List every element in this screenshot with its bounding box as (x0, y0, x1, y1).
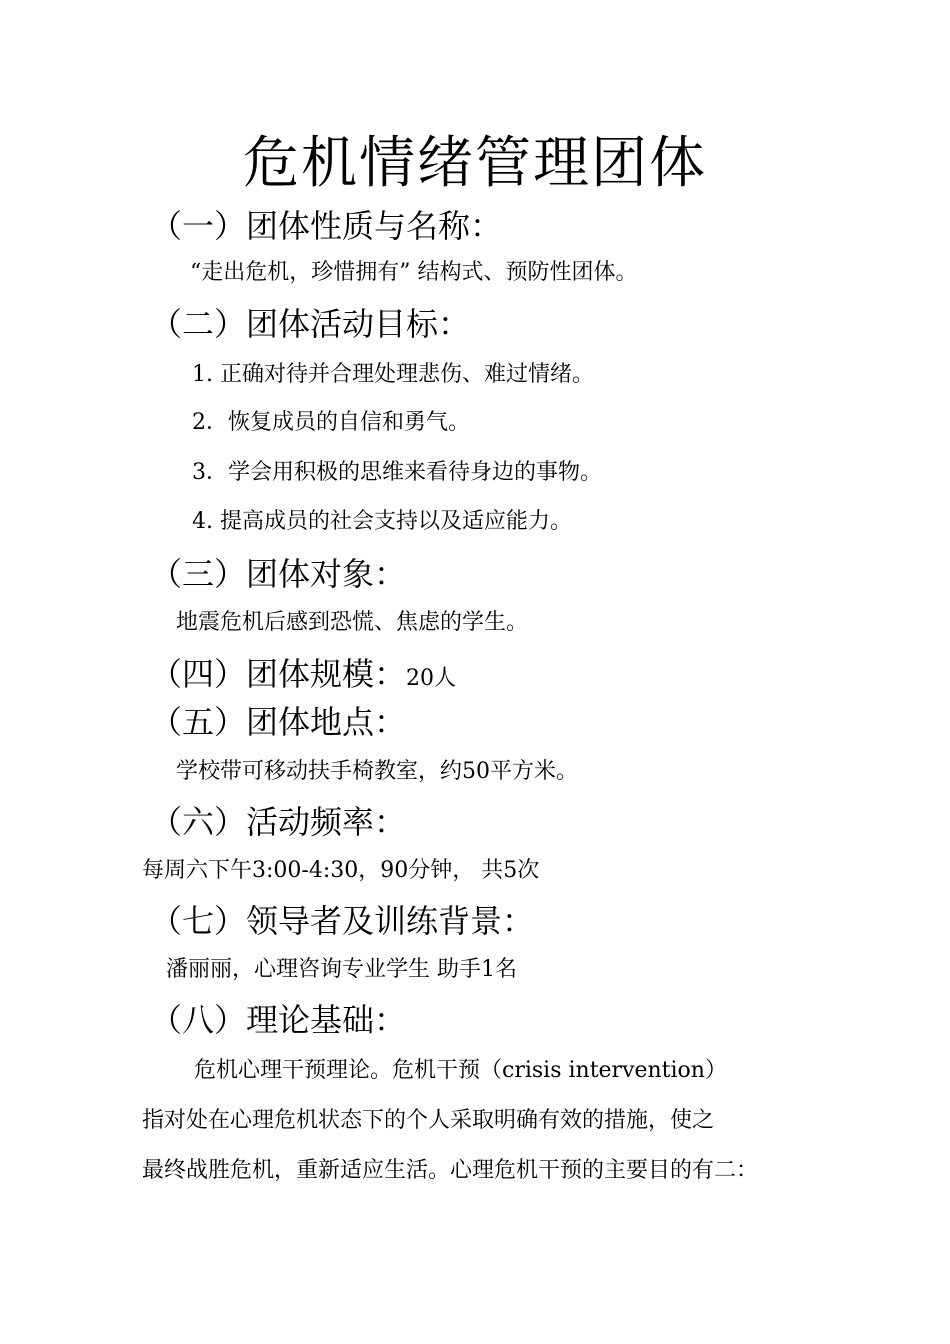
section-1-text: “走出危机，珍惜拥有” 结构式、预防性团体。 (190, 260, 638, 285)
section-5-text: 学校带可移动扶手椅教室，约50平方米。 (176, 759, 578, 784)
goal-item-4: 4. 提高成员的社会支持以及适应能力。 (192, 509, 572, 534)
section-3-heading: （三）团体对象： (150, 555, 407, 593)
theory-line-1: 危机心理干预理论。危机干预（crisis intervention） (194, 1058, 727, 1083)
goal-item-3: 3．学会用积极的思维来看待身边的事物。 (192, 460, 602, 485)
section-2-heading: （二）团体活动目标： (150, 305, 471, 343)
section-8-heading: （八）理论基础： (150, 1001, 407, 1039)
theory-line-3: 最终战胜危机，重新适应生活。心理危机干预的主要目的有二： (142, 1158, 759, 1183)
section-4-heading-label: （四）团体规模： (150, 655, 407, 693)
goal-item-1: 1. 正确对待并合理处理悲伤、难过情绪。 (192, 362, 594, 387)
section-6-heading: （六）活动频率： (150, 803, 407, 841)
theory-line-2: 指对处在心理危机状态下的个人采取明确有效的措施，使之 (142, 1108, 715, 1133)
section-3-text: 地震危机后感到恐慌、焦虑的学生。 (176, 610, 529, 635)
section-7-text: 潘丽丽，心理咨询专业学生 助手1名 (166, 957, 517, 982)
section-7-heading: （七）领导者及训练背景： (150, 902, 535, 940)
group-size-value: 20人 (406, 666, 457, 691)
document-title: 危机情绪管理团体 (243, 131, 707, 196)
section-1-heading: （一）团体性质与名称： (150, 207, 503, 245)
section-4-heading (150, 652, 456, 701)
section-5-heading: （五）团体地点： (150, 703, 407, 741)
goal-item-2: 2．恢复成员的自信和勇气。 (192, 410, 470, 435)
section-6-text: 每周六下午3:00-4:30，90分钟， 共5次 (142, 858, 540, 883)
